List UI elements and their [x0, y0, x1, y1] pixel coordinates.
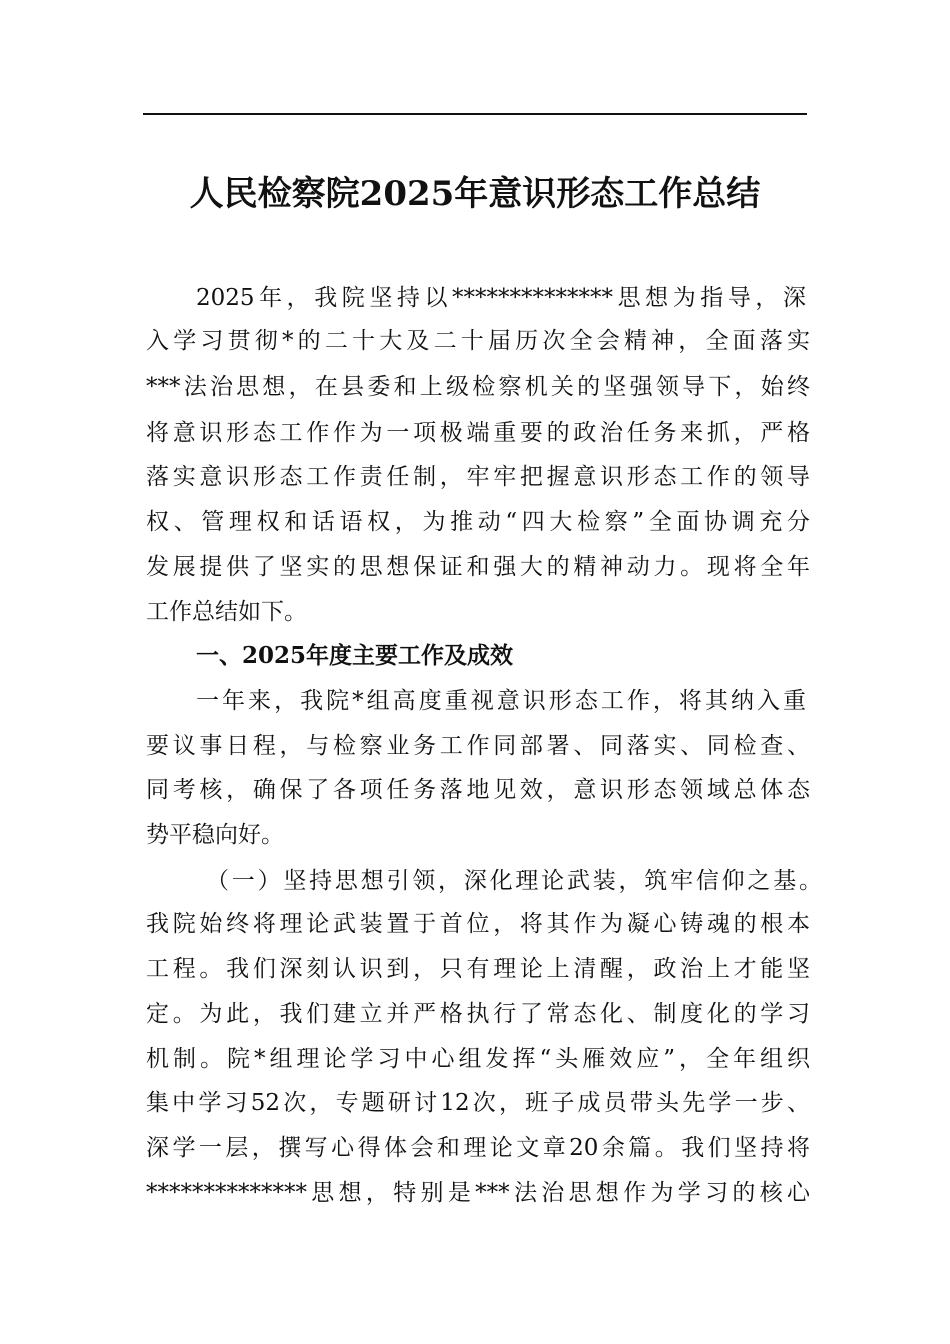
section-heading-1: 一、2025年度主要工作及成效 — [196, 642, 514, 669]
body-line-7: 发展提供了坚实的思想保证和强大的精神动力。现将全年 — [146, 554, 810, 580]
subsection-heading-1: （一）坚持思想引领，深化理论武装，筑牢信仰之基。 — [206, 868, 822, 894]
body-line-19: **************思想，特别是***法治思想作为学习的核心 — [146, 1180, 810, 1206]
body-line-1: 2025年，我院坚持以**************思想为指导，深 — [196, 285, 806, 311]
body-line-14: 工程。我们深刻认识到，只有理论上清醒，政治上才能坚 — [146, 956, 810, 982]
body-line-13: 我院始终将理论武装置于首位，将其作为凝心铸魂的根本 — [146, 911, 810, 937]
body-line-9: 一年来，我院*组高度重视意识形态工作，将其纳入重 — [196, 688, 806, 714]
body-line-2: 入学习贯彻*的二十大及二十届历次全会精神，全面落实 — [146, 328, 810, 354]
body-line-4: 将意识形态工作作为一项极端重要的政治任务来抓，严格 — [146, 420, 810, 446]
body-line-15: 定。为此，我们建立并严格执行了常态化、制度化的学习 — [146, 1001, 810, 1027]
body-line-3: ***法治思想，在县委和上级检察机关的坚强领导下，始终 — [146, 374, 810, 400]
body-line-17: 集中学习52次，专题研讨12次，班子成员带头先学一步、 — [146, 1090, 810, 1116]
body-line-18: 深学一层，撰写心得体会和理论文章20余篇。我们坚持将 — [146, 1135, 810, 1161]
body-line-12: 势平稳向好。 — [146, 822, 284, 848]
document-title: 人民检察院2025年意识形态工作总结 — [189, 174, 761, 214]
body-line-8: 工作总结如下。 — [146, 599, 307, 625]
body-line-11: 同考核，确保了各项任务落地见效，意识形态领域总体态 — [146, 777, 810, 803]
body-line-10: 要议事日程，与检察业务工作同部署、同落实、同检查、 — [146, 733, 810, 759]
header-rule — [143, 113, 807, 115]
body-line-6: 权、管理权和话语权，为推动“四大检察”全面协调充分 — [146, 509, 810, 535]
body-line-16: 机制。院*组理论学习中心组发挥“头雁效应”，全年组织 — [146, 1046, 810, 1072]
body-line-5: 落实意识形态工作责任制，牢牢把握意识形态工作的领导 — [146, 464, 810, 490]
